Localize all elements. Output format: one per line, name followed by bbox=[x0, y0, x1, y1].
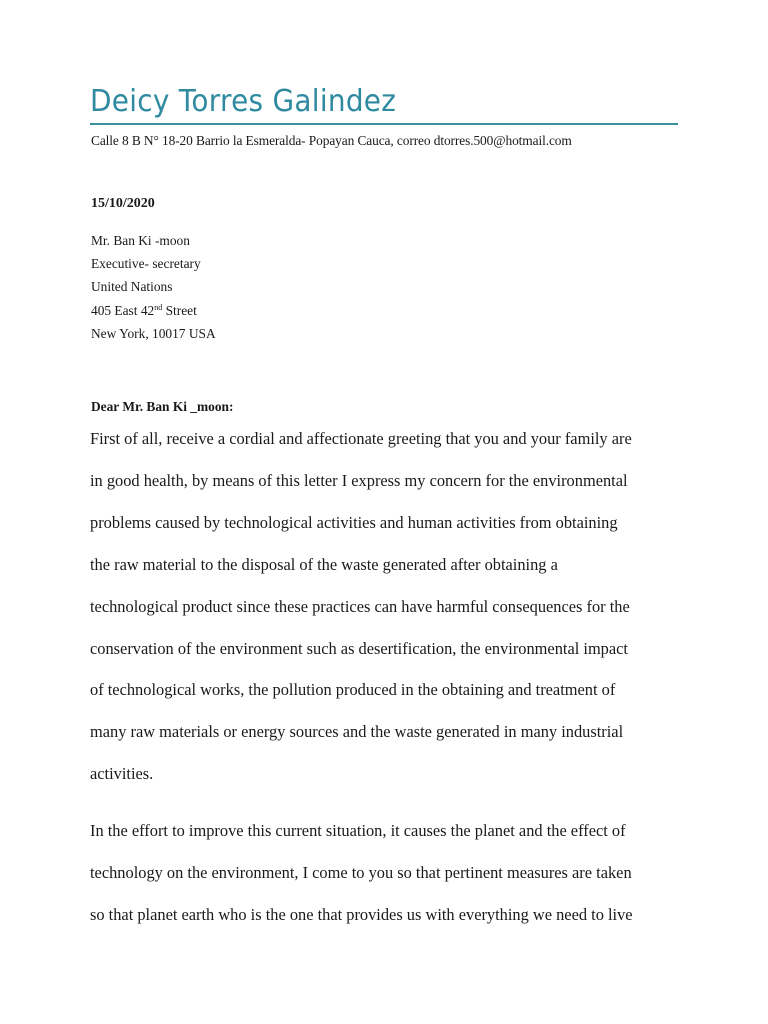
paragraph-line: technology on the environment, I come to you so that pertinent measures are taken bbox=[90, 862, 632, 882]
recipient-name: Mr. Ban Ki -moon bbox=[91, 233, 190, 248]
recipient-street-ordinal: nd bbox=[154, 302, 163, 312]
recipient-street-prefix: 405 East 42 bbox=[91, 302, 155, 318]
sender-address: Calle 8 B N° 18-20 Barrio la Esmeralda- Popayan Cauca, correo dtorres.500@hotmail.com bbox=[91, 133, 572, 148]
body-paragraph-2 bbox=[90, 810, 690, 936]
paragraph-line: many raw materials or energy sources and the waste generated in many industrial bbox=[90, 722, 624, 742]
recipient-title: Executive- secretary bbox=[91, 256, 201, 272]
paragraph-line: In the effort to improve this current situation, it causes the planet and the effect of bbox=[90, 821, 626, 840]
recipient-street bbox=[91, 299, 216, 322]
paragraph-line: of technological works, the pollution produced in the obtaining and treatment of bbox=[90, 680, 616, 700]
body-paragraph-1 bbox=[90, 418, 690, 795]
paragraph-line: problems caused by technological activities and human activities from obtaining bbox=[90, 512, 618, 532]
recipient-city: New York, 10017 USA bbox=[91, 325, 216, 341]
paragraph-line: First of all, receive a cordial and affectionate greeting that you and your family are bbox=[90, 429, 632, 448]
paragraph-line: in good health, by means of this letter I express my concern for the environmental bbox=[90, 470, 628, 490]
sender-name: Deicy Torres Galindez bbox=[90, 84, 397, 119]
paragraph-line: conservation of the environment such as desertification, the environmental impact bbox=[90, 638, 628, 658]
paragraph-line: the raw material to the disposal of the waste generated after obtaining a bbox=[90, 554, 558, 574]
salutation: Dear Mr. Ban Ki _moon: bbox=[91, 399, 234, 414]
letter-date: 15/10/2020 bbox=[91, 196, 155, 211]
recipient-street-suffix: Street bbox=[162, 302, 197, 318]
recipient-block bbox=[91, 229, 216, 345]
paragraph-line: so that planet earth who is the one that provides us with everything we need to live bbox=[90, 904, 633, 924]
recipient-organization: United Nations bbox=[91, 279, 173, 295]
paragraph-line: technological product since these practices can have harmful consequences for the bbox=[90, 596, 630, 616]
header-divider bbox=[90, 123, 678, 125]
paragraph-line: activities. bbox=[90, 764, 154, 784]
